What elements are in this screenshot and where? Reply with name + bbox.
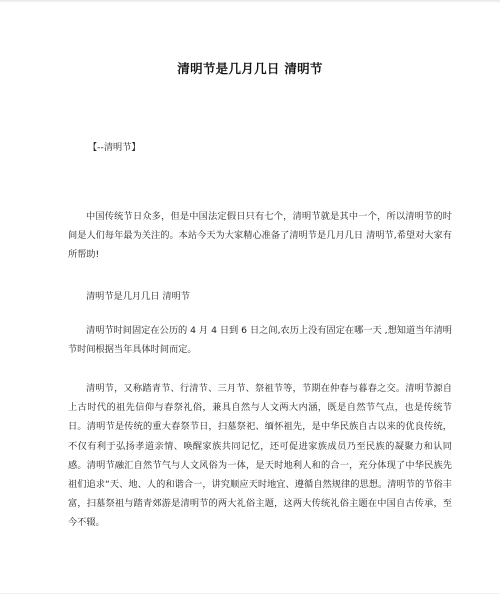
section-subheading: 清明节是几月几日 清明节 [86,291,190,302]
intro-paragraph: 中国传统节日众多，但是中国法定假日只有七个，清明节就是其中一个，所以清明节的时间是人们每年最为关注的。本站今天为大家精心准备了清明节是几月几日 清明节,希望对大家有所帮助! [68,211,452,261]
document-title: 清明节是几月几日 清明节 [177,61,323,76]
category-tag: 【--清明节】 [88,142,141,153]
description-paragraph: 清明节，又称踏青节、行清节、三月节、祭祖节等，节期在仲春与暮春之交。清明节源自上古时代的祖先信仰与春祭礼俗，兼具自然与人文两大内涵，既是自然节气点，也是传统节日。清明节是传统的重大春祭节日，扫墓祭祀、缅怀祖先，是中华民族自古以来的优良传统，不仅有利于弘扬孝道亲情、唤醒家族共同记忆，还可促进家族成员乃至民族的凝聚力和认同感。清明节融汇自然节气与人文风俗为一体，是天时地利人和的合一，充分体现了中华民族先祖们追求“天、地、人的和谐合一，讲究顺应天时地宜、遵循自然规律的思想。清明节的节俗丰富，扫墓祭祖与踏青郊游是清明节的两大礼俗主题，这两大传统礼俗主题在中国自古传承，至今不辍。 [68,383,452,529]
page-top-edge [0,0,500,3]
date-paragraph: 清明节时间固定在公历的 4 月 4 日到 6 日之间,农历上没有固定在哪一天 ,想知道当年清明节时间根据当年具体时间而定。 [68,325,452,356]
